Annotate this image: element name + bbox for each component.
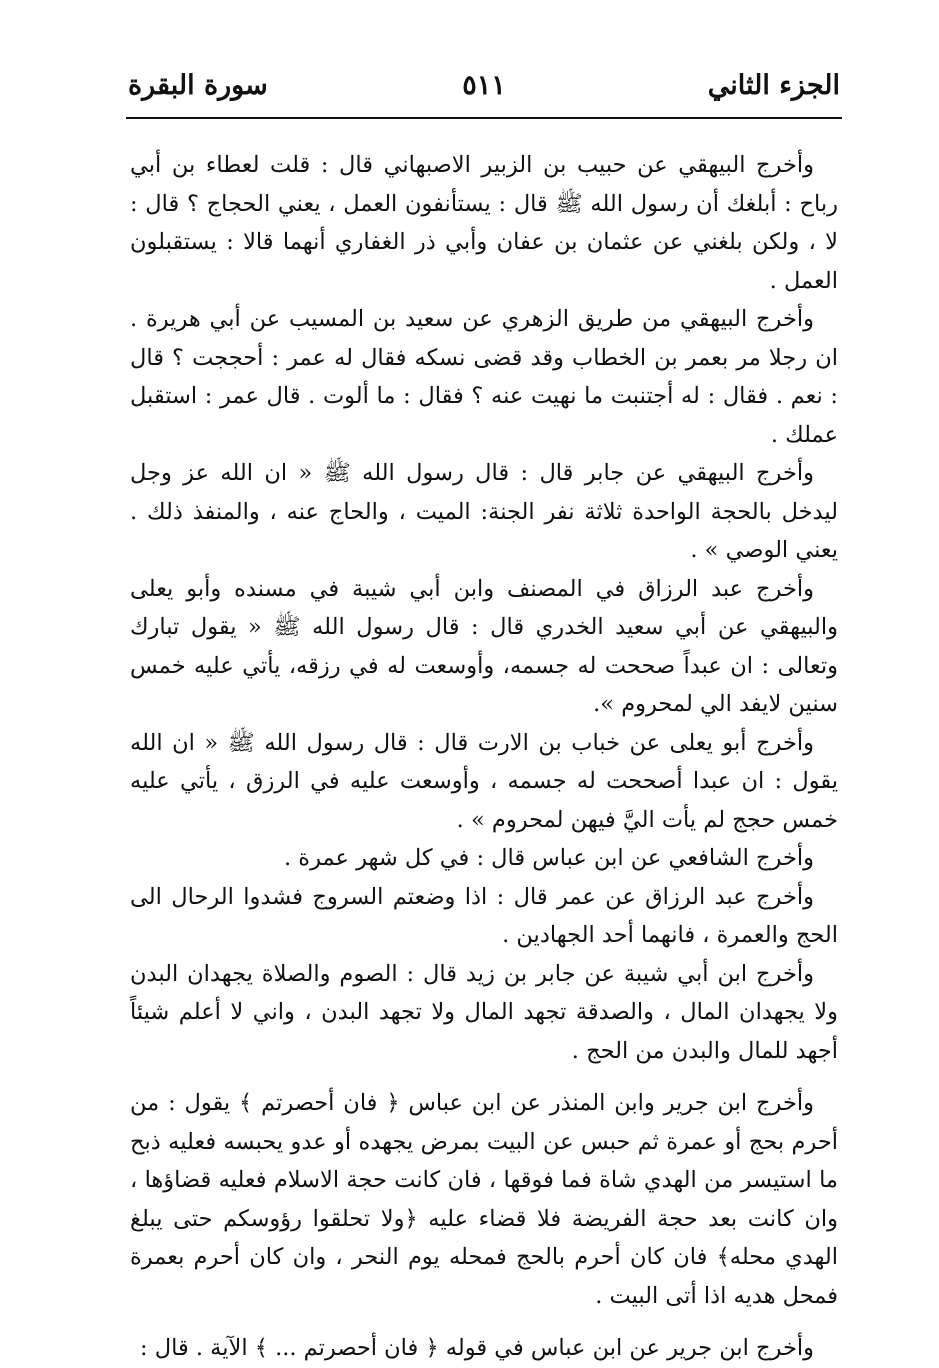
page-body	[130, 146, 838, 1368]
header-divider	[126, 117, 842, 119]
paragraph: وأخرج عبد الرزاق عن عمر قال : اذا وضعتم السروج فشدوا الرحال الى الحج والعمرة ، فانهما أحد الجهادين .	[130, 883, 838, 948]
page-number: ٥١١	[462, 70, 506, 101]
paragraph: وأخرج البيهقي عن حبيب بن الزبير الاصبهاني قال : قلت لعطاء بن أبي رباح : أبلغك أن رسول الله ﷺ قال : يستأنفون العمل ، يعني الحجاج ؟ قال : لا ، ولكن بلغني عن عثمان بن عفان وأبي ذر الغفاري أنهما قالا : يستقبلون العمل .	[130, 152, 838, 294]
page-header	[128, 66, 840, 112]
surah-title: سورة البقرة	[128, 70, 268, 101]
paragraph: وأخرج الشافعي عن ابن عباس قال : في كل شهر عمرة .	[284, 845, 814, 871]
paragraph: وأخرج ابن جرير وابن المنذر عن ابن عباس ﴿ فان أحصرتم ﴾ يقول : من أحرم بحج أو عمرة ثم حبس عن البيت بمرض يجهده أو عدو يحبسه فعليه ذبح ما استيسر من الهدي شاة فما فوقها ، فان كانت حجة الاسلام فعليه قضاؤها ، وان كانت بعد حجة الفريضة فلا قضاء عليه ﴿ولا تحلقوا رؤوسكم حتى يبلغ الهدي محله﴾ فان كان أحرم بالحج فمحله يوم النحر ، وان كان أحرم بعمرة فمحل هديه اذا أتى البيت .	[130, 1090, 838, 1309]
paragraph: وأخرج البيهقي عن جابر قال : قال رسول الله ﷺ « ان الله عز وجل ليدخل بالحجة الواحدة ثلاثة نفر الجنة: الميت ، والحاج عنه ، والمنفذ ذلك . يعني الوصي » .	[130, 460, 838, 563]
part-title: الجزء الثاني	[707, 70, 840, 101]
paragraph: وأخرج البيهقي من طريق الزهري عن سعيد بن المسيب عن أبي هريرة . ان رجلا مر بعمر بن الخطاب وقد قضى نسكه فقال له عمر : أحججت ؟ قال : نعم . فقال : له أجتنبت ما نهيت عنه ؟ فقال : ما ألوت . قال عمر : استقبل عملك .	[130, 306, 838, 448]
paragraph: وأخرج أبو يعلى عن خباب بن الارت قال : قال رسول الله ﷺ « ان الله يقول : ان عبدا أصححت له جسمه ، وأوسعت عليه في الرزق ، يأتي عليه خمس حجج لم يأت اليَّ فيهن لمحروم » .	[130, 729, 838, 833]
paragraph: وأخرج ابن جرير عن ابن عباس في قوله ﴿ فان أحصرتم ... ﴾ الآية . قال :	[140, 1335, 814, 1361]
paragraph: وأخرج عبد الرزاق في المصنف وابن أبي شيبة في مسنده وأبو يعلى والبيهقي عن أبي سعيد الخدري قال : قال رسول الله ﷺ « يقول تبارك وتعالى : ان عبداً صححت له جسمه، وأوسعت له في رزقه، يأتي عليه خمس سنين لايفد الي لمحروم ».	[130, 575, 838, 717]
paragraph: وأخرج ابن أبي شيبة عن جابر بن زيد قال : الصوم والصلاة يجهدان البدن ولا يجهدان المال ، والصدقة تجهد المال ولا تجهد البدن ، واني لا أعلم شيئاً أجهد للمال والبدن من الحج .	[130, 960, 838, 1064]
